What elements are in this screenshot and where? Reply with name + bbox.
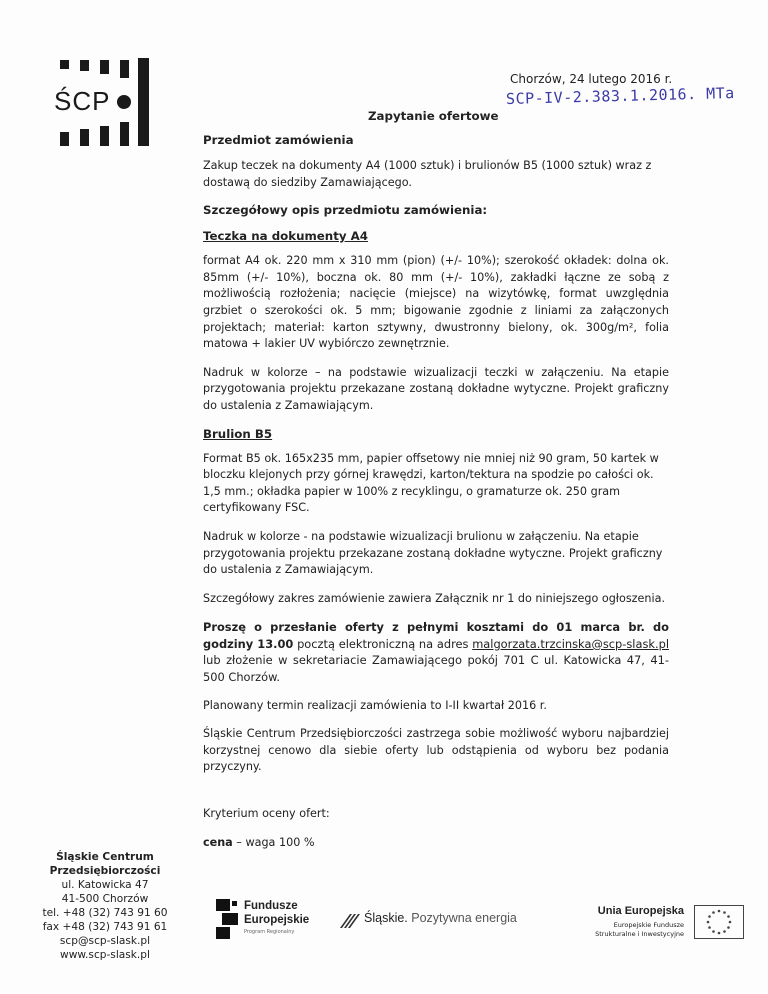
offer-method: pocztą elektroniczną na adres [293,636,473,651]
criteria-label: Kryterium oceny ofert: [203,807,330,821]
org-fax: fax +48 (32) 743 91 61 [42,921,168,933]
fundusze-europejskie-logo [214,895,324,943]
folder-heading: Teczka na dokumenty A4 [203,229,368,244]
subject-heading: Przedmiot zamówienia [203,133,354,147]
slaskie-name: Śląskie. [364,911,408,925]
offer-address: lub złożenie w sekretariacie Zamawiającego pokój 701 C ul. Katowicka 47, 41-500 Chorzów. [203,653,669,685]
offer-paragraph [203,619,669,685]
document-title: Zapytanie ofertowe [368,109,499,123]
org-name-line1: Śląskie Centrum [56,851,154,863]
org-city: 41-500 Chorzów [61,893,149,905]
criteria-weight: – waga 100 % [232,835,315,849]
org-email[interactable]: scp@scp-slask.pl [59,935,151,947]
org-street: ul. Katowicka 47 [61,879,149,891]
slaskie-text [364,911,517,925]
subject-text: Zakup teczek na dokumenty A4 (1000 sztuk) i brulionów B5 (1000 sztuk) wraz z dostawą do siedziby Zamawiającego. [203,159,652,189]
footer-address [20,850,190,962]
fe-line2: Europejskie [244,914,310,926]
eu-flag-icon [694,905,744,939]
fe-emblem-icon [214,897,240,941]
folder-print-info: Nadruk w kolorze – na podstawie wizualizacji teczki w załączeniu. Na etapie przygotowania projektu przekazane zostaną dokładne wytyczne. Projekt graficzny do ustalenia z Zamawiającym. [203,365,669,412]
eu-logo [552,903,752,943]
date-line: Chorzów, 24 lutego 2016 r. [510,72,673,86]
eu-title: Unia Europejska [597,905,684,917]
folder-spec: format A4 ok. 220 mm x 310 mm (pion) (+/- 10%); szerokość okładek: dolna ok. 85mm (+/- 10%), boczna ok. 80 mm (+/- 10%), zakładki łączne ze sobą z możliwością rozłożenia; nacięcie (miejsce) na wizytówkę, format uwzględnia grzbiet o szerokości ok. 5 mm; bigowanie zgodnie z liniami za załączonych projektach; materiał: karton sztywny, dwustronny bielony, ok. 300g/m², folia matowa + lakier UV wybiórczo zewnętrznie. [203,254,669,351]
org-website[interactable]: www.scp-slask.pl [60,949,150,961]
scp-logo [52,58,152,148]
org-phone: tel. +48 (32) 743 91 60 [42,907,168,919]
offer-email-link[interactable]: malgorzata.trzcinska@scp-slask.pl [472,636,669,651]
org-name-line2: Przedsiębiorczości [49,865,161,877]
detailed-heading: Szczegółowy opis przedmiotu zamówienia: [203,203,488,218]
term-text: Planowany termin realizacji zamówienia to I-II kwartał 2016 r. [203,698,547,712]
offer-deadline: Proszę o przesłanie oferty z pełnymi kosztami do 01 marca br. do godziny 13.00 [203,620,669,651]
handwritten-reference: SCP-IV-2.383.1.2016. MTa [505,84,735,108]
slaskie-tagline: Pozytywna energia [407,911,517,925]
document-body [203,133,669,851]
logo-letters: ŚCP [54,86,111,116]
reservation-text: Śląskie Centrum Przedsiębiorczości zastrzega sobie możliwość wyboru najbardziej korzystnej cenowo dla siebie oferty lub odstąpienia od wyboru bez podania przyczyny. [203,727,669,774]
slaskie-wing-icon [338,910,360,930]
criteria-line [203,835,669,852]
notebook-heading: Brulion B5 [203,426,273,441]
scope-text: Szczegółowy zakres zamówienie zawiera Załącznik nr 1 do niniejszego ogłoszenia. [203,591,666,605]
notebook-print-info: Nadruk w kolorze - na podstawie wizualizacji brulionu w załączeniu. Na etapie przygotowania projektu przekazane zostaną dokładne wytyczne. Projekt graficzny do ustalenia z Zamawiającym. [203,529,663,577]
eu-subtitle-2: Strukturalne i Inwestycyjne [595,930,684,938]
eu-subtitle-1: Europejskie Fundusze [613,921,684,929]
criteria-price: cena [203,835,233,849]
fe-line1: Fundusze [244,900,298,912]
notebook-spec: Format B5 ok. 165x235 mm, papier offsetowy nie mniej niż 90 gram, 50 kartek w bloczku klejonych przy górnej krawędzi, karton/tektura na spodzie po całości ok. 1,5 mm.; okładka papier w 100% z recyklingu, o gramaturze ok. 250 gram certyfikowany FSC. [203,451,659,515]
fe-line3: Program Regionalny [244,929,295,935]
slaskie-logo [338,908,538,932]
